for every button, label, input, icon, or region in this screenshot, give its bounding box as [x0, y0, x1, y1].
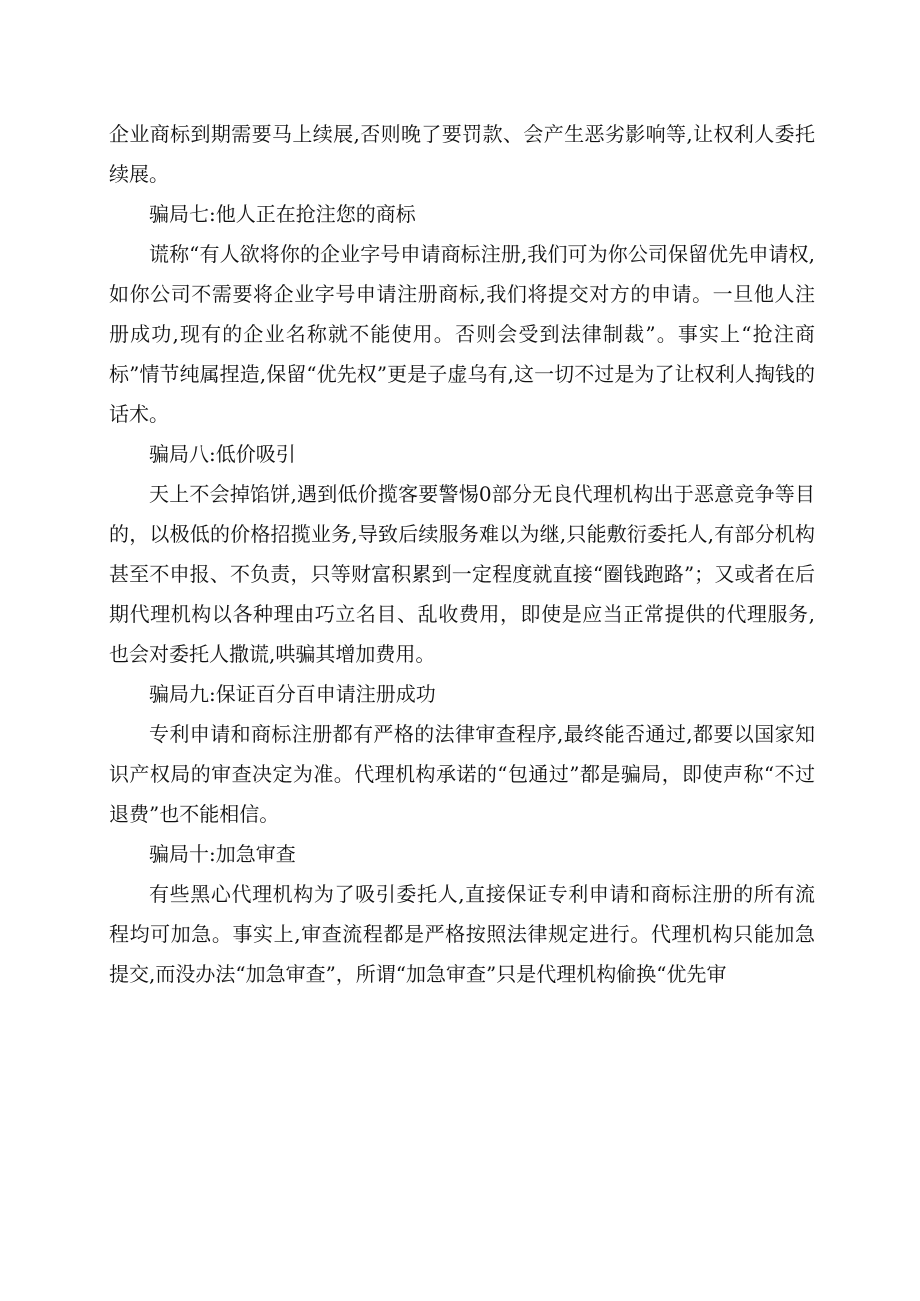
paragraph-scam-9: 专利申请和商标注册都有严格的法律审查程序,最终能否通过,都要以国家知识产权局的审查决定为准。代理机构承诺的“包通过”都是骗局，即使声称“不过退费”也不能相信。 [109, 722, 815, 826]
paragraph-scam-8: 天上不会掉馅饼,遇到低价揽客要警惕0部分无良代理机构出于恶意竞争等目的，以极低的价格招揽业务,导致后续服务难以为继,只能敷衍委托人,有部分机构甚至不申报、不负责，只等财富积累到一定程度就直接“圈钱跑路”；又或者在后期代理机构以各种理由巧立名目、乱收费用，即使是应当正常提供的代理服务,也会对委托人撒谎,哄骗其增加费用。 [109, 482, 815, 666]
heading-scam-7: 骗局七:他人正在抢注您的商标 [149, 202, 416, 226]
heading-scam-10: 骗局十:加急审查 [149, 842, 296, 866]
heading-scam-8: 骗局八:低价吸引 [149, 442, 296, 466]
paragraph-scam-10: 有些黑心代理机构为了吸引委托人,直接保证专利申请和商标注册的所有流程均可加急。事实上,审查流程都是严格按照法律规定进行。代理机构只能加急提交,而没办法“加急审查”，所谓“加急审查”只是代理机构偷换“优先审 [109, 882, 815, 986]
document-body [109, 114, 815, 994]
heading-scam-9: 骗局九:保证百分百申请注册成功 [149, 682, 436, 706]
paragraph-scam-7: 谎称“有人欲将你的企业字号申请商标注册,我们可为你公司保留优先申请权,如你公司不需要将企业字号申请注册商标,我们将提交对方的申请。一旦他人注册成功,现有的企业名称就不能使用。否则会受到法律制裁”。事实上“抢注商标”情节纯属捏造,保留“优先权”更是子虚乌有,这一切不过是为了让权利人掏钱的话术。 [109, 242, 815, 426]
paragraph-renewal: 企业商标到期需要马上续展,否则晚了要罚款、会产生恶劣影响等,让权利人委托续展。 [109, 122, 815, 186]
